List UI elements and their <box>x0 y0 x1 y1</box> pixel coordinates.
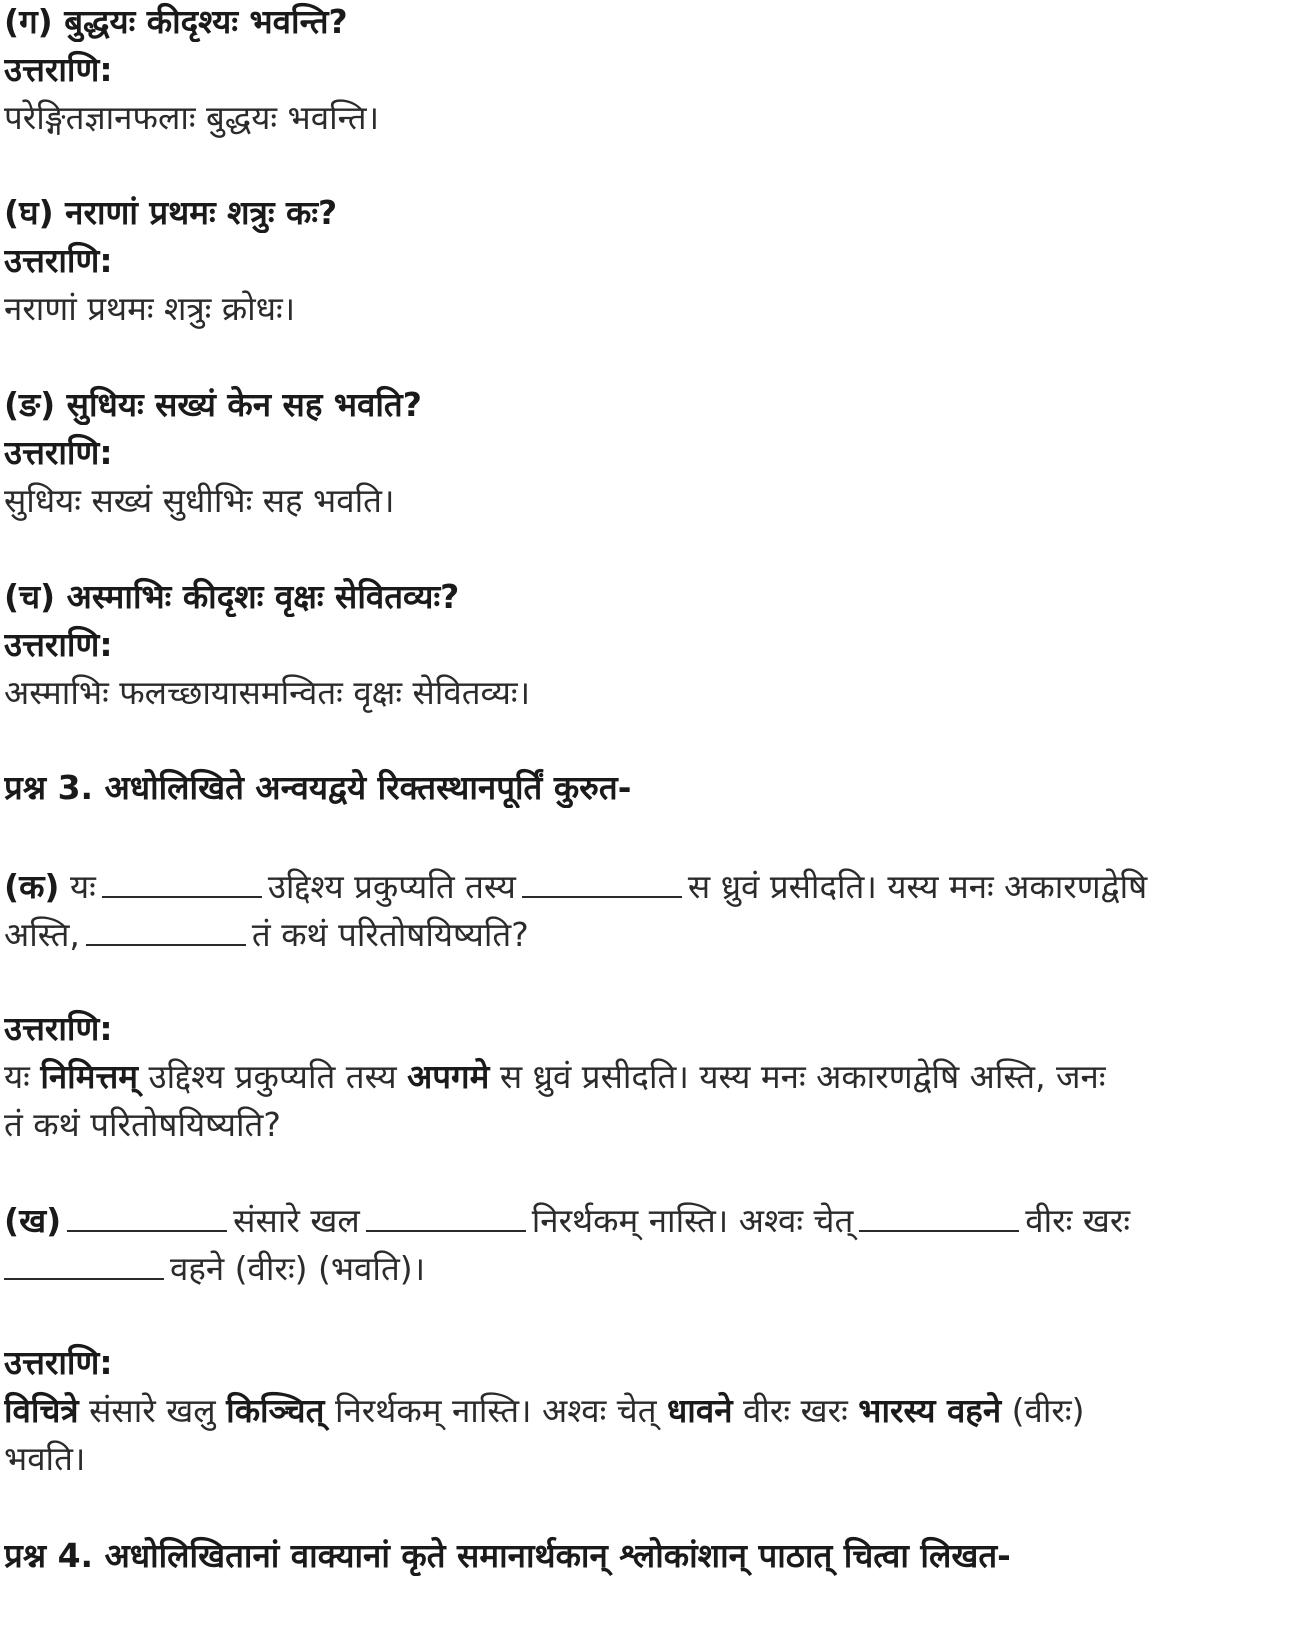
exercise-label: (ख) <box>4 1201 62 1240</box>
answer-kha-line-1 <box>4 1391 1289 1431</box>
text-segment: संसारे खलु <box>89 1391 216 1430</box>
exercise-kha-line-2 <box>4 1248 1289 1289</box>
text-segment: उद्दिश्य प्रकुप्यति तस्य <box>148 1057 397 1096</box>
answer-label: उत्तराणि: <box>4 1009 113 1048</box>
answer-text: सुधियः सख्यं सुधीभिः सह भवति। <box>4 481 395 520</box>
question-ga: (ग) बुद्धयः कीदृश्यः भवन्ति? <box>4 2 348 41</box>
text-segment: (वीरः) <box>1011 1391 1085 1430</box>
answer-ka-line-2: तं कथं परितोषयिष्यति? <box>4 1105 281 1144</box>
answer-label: उत्तराणि: <box>4 241 113 280</box>
blank-field <box>67 1200 227 1232</box>
exercise-ka-line-1 <box>4 866 1289 907</box>
text-segment: वीरः खरः <box>743 1391 848 1430</box>
answer-text: नराणां प्रथमः शत्रुः क्रोधः। <box>4 289 296 328</box>
text-segment: स ध्रुवं प्रसीदति। यस्य मनः अकारणद्वेषि <box>687 867 1148 906</box>
blank-field <box>522 866 682 898</box>
answer-label: उत्तराणि: <box>4 433 113 472</box>
answer-text: परेङ्गितज्ञानफलाः बुद्धयः भवन्ति। <box>4 98 380 137</box>
filled-answer: धावने <box>667 1391 733 1430</box>
text-segment: वीरः खरः <box>1025 1201 1130 1240</box>
text-segment: संसारे खल <box>233 1201 360 1240</box>
question-cha: (च) अस्माभिः कीदृशः वृक्षः सेवितव्यः? <box>4 577 460 616</box>
answer-label: उत्तराणि: <box>4 625 113 664</box>
question-3-heading: प्रश्न 3. अधोलिखिते अन्वयद्वये रिक्तस्थानपूर्तिं कुरुत- <box>4 768 632 807</box>
filled-answer: विचित्रे <box>4 1391 79 1430</box>
exercise-kha-line-1 <box>4 1200 1289 1241</box>
exercise-label: (क) <box>4 867 60 906</box>
blank-field <box>4 1248 164 1280</box>
text-segment: अस्ति, <box>4 915 80 954</box>
filled-answer: निमित्तम् <box>40 1057 138 1096</box>
text-segment: निरर्थकम् नास्ति। अश्वः चेत् <box>531 1201 854 1240</box>
text-segment: स ध्रुवं प्रसीदति। यस्य मनः अकारणद्वेषि अस्ति, जनः <box>499 1057 1106 1096</box>
exercise-ka-line-2 <box>4 914 1289 955</box>
answer-ka-line-1 <box>4 1057 1289 1097</box>
question-gha: (घ) नराणां प्रथमः शत्रुः कः? <box>4 193 338 232</box>
answer-kha-line-2: भवति। <box>4 1439 86 1478</box>
answer-text: अस्माभिः फलच्छायासमन्वितः वृक्षः सेवितव्यः। <box>4 673 531 712</box>
text-segment: निरर्थकम् नास्ति। अश्वः चेत् <box>334 1391 657 1430</box>
text-segment: तं कथं परितोषयिष्यति? <box>251 915 529 954</box>
text-segment: उद्दिश्य प्रकुप्यति तस्य <box>267 867 516 906</box>
blank-field <box>366 1200 526 1232</box>
text-segment: यः <box>70 867 96 906</box>
question-nga: (ङ) सुधियः सख्यं केन सह भवति? <box>4 385 422 424</box>
filled-answer: भारस्य वहने <box>858 1391 1002 1430</box>
text-segment: यः <box>4 1057 30 1096</box>
question-4-heading: प्रश्न 4. अधोलिखितानां वाक्यानां कृते समानार्थकान् श्लोकांशान् पाठात् चित्वा लिखत- <box>4 1536 1011 1575</box>
filled-answer: किञ्चित् <box>226 1391 325 1430</box>
blank-field <box>86 914 246 946</box>
answer-label: उत्तराणि: <box>4 50 113 89</box>
blank-field <box>102 866 262 898</box>
blank-field <box>859 1200 1019 1232</box>
answer-label: उत्तराणि: <box>4 1343 113 1382</box>
text-segment: वहने (वीरः) (भवति)। <box>170 1249 426 1288</box>
filled-answer: अपगमे <box>407 1057 490 1096</box>
